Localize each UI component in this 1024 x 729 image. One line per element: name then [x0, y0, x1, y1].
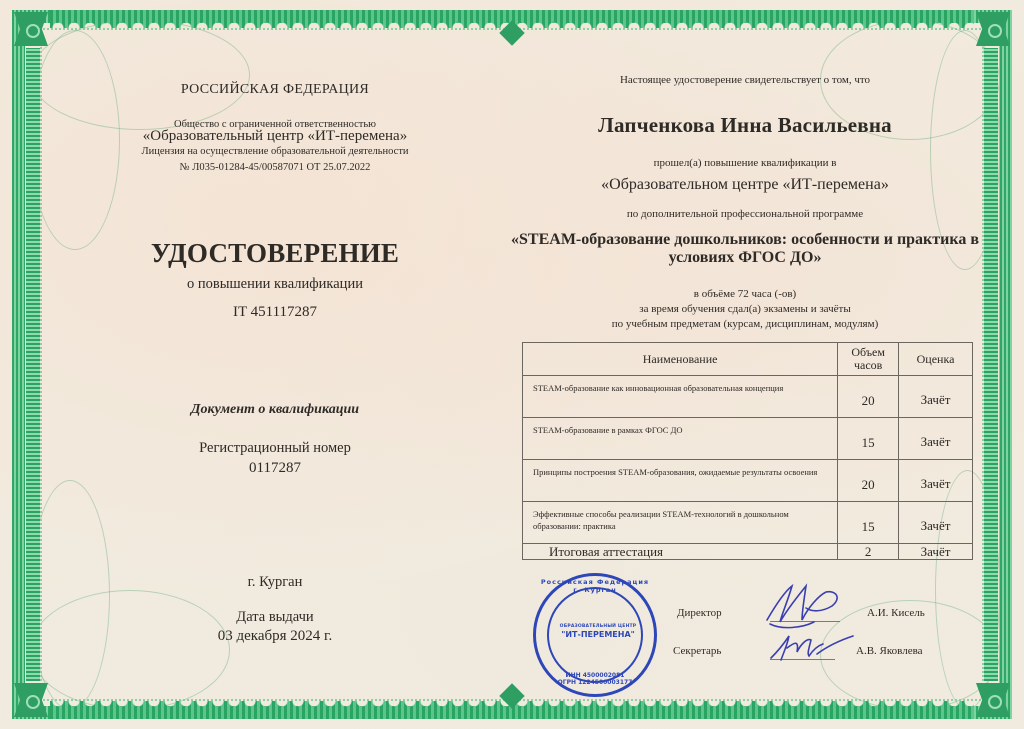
- program-title: «STEAM-образование дошкольников: особенности и практика в условиях ФГОС ДО»: [511, 231, 979, 266]
- stamp-ogrn: ОГРН 1224500003177: [557, 679, 633, 686]
- table-row: [523, 418, 973, 460]
- holder-full-name: Лапченкова Инна Васильевна: [598, 113, 892, 137]
- subject-name: STEAM-образование в рамках ФГОС ДО: [523, 418, 838, 460]
- subject-name: Эффективные способы реализации STEAM-технологий в дошкольном образовании: практика: [523, 502, 838, 544]
- column-header-grade: Оценка: [899, 343, 973, 376]
- subject-name: Принципы построения STEAM-образования, ожидаемые результаты освоения: [523, 460, 838, 502]
- left-page: [90, 0, 460, 729]
- final-attestation-grade: Зачёт: [899, 544, 973, 560]
- issue-city: г. Курган: [247, 574, 303, 590]
- subject-grade: Зачёт: [899, 460, 973, 502]
- subjects-text: по учебным предметам (курсам, дисциплинам, модулям): [611, 318, 879, 330]
- final-attestation-name: Итоговая аттестация: [523, 544, 838, 560]
- issue-date: 03 декабря 2024 г.: [217, 628, 333, 644]
- attest-text: Настоящее удостоверение свидетельствует о том, что: [619, 74, 871, 86]
- exams-text: за время обучения сдал(а) экзамены и зачёты: [639, 303, 851, 315]
- program-label: по дополнительной профессиональной программе: [626, 208, 864, 220]
- subject-hours: 20: [838, 376, 899, 418]
- stamp-outer-text: Российская Федерация г. Курган: [540, 578, 650, 594]
- license-number: № Л035-01284-45/00587071 ОТ 25.07.2022: [179, 162, 371, 173]
- grades-table: [522, 342, 973, 560]
- subject-name: STEAM-образование как инновационная образовательная концепция: [523, 376, 838, 418]
- center-name: «Образовательном центре «ИТ-перемена»: [601, 176, 889, 193]
- stamp-center-big: "ИТ-ПЕРЕМЕНА": [561, 630, 635, 639]
- stamp-center: [558, 624, 638, 639]
- program-hours: в объёме 72 часа (-ов): [693, 288, 797, 300]
- org-name: «Образовательный центр «ИТ-перемена»: [142, 128, 408, 144]
- column-header-name: Наименование: [523, 343, 838, 376]
- document-subtitle: о повышении квалификации: [187, 276, 363, 292]
- organization-stamp: [533, 573, 657, 697]
- subject-hours: 15: [838, 418, 899, 460]
- document-title: УДОСТОВЕРЕНИЕ: [150, 238, 400, 268]
- secretary-name: А.В. Яковлева: [856, 645, 923, 657]
- stamp-inn: ИНН 4500002081: [565, 672, 625, 679]
- document-kind: Документ о квалификации: [190, 402, 360, 417]
- border-band-left: [26, 48, 40, 681]
- table-row: [523, 460, 973, 502]
- org-type: Общество с ограниченной ответственностью: [173, 119, 377, 130]
- issue-date-label: Дата выдачи: [236, 609, 314, 625]
- document-serial: IT 451117287: [232, 304, 318, 320]
- column-header-hours: Объем часов: [838, 343, 899, 376]
- director-role: Директор: [677, 607, 722, 619]
- registration-number: 0117287: [249, 460, 301, 476]
- subject-grade: Зачёт: [899, 376, 973, 418]
- director-signature-icon: [762, 578, 847, 634]
- secretary-role: Секретарь: [673, 645, 722, 657]
- stamp-center-small: ОБРАЗОВАТЕЛЬНЫЙ ЦЕНТР: [559, 624, 637, 629]
- subject-hours: 15: [838, 502, 899, 544]
- table-header-row: [523, 343, 973, 376]
- table-row: [523, 502, 973, 544]
- final-attestation-row: [523, 544, 973, 560]
- subject-grade: Зачёт: [899, 502, 973, 544]
- table-row: [523, 376, 973, 418]
- border-band-right: [984, 48, 998, 681]
- subject-hours: 20: [838, 460, 899, 502]
- secretary-signature-icon: [765, 630, 860, 664]
- final-attestation-hours: 2: [838, 544, 899, 560]
- country-heading: РОССИЙСКАЯ ФЕДЕРАЦИЯ: [180, 82, 370, 97]
- registration-label: Регистрационный номер: [199, 440, 351, 456]
- subject-grade: Зачёт: [899, 418, 973, 460]
- stamp-registration: [536, 672, 654, 686]
- license-text: Лицензия на осуществление образовательной деятельности: [141, 146, 409, 157]
- passed-text: прошел(а) повышение квалификации в: [653, 157, 837, 169]
- director-name: А.И. Кисель: [867, 607, 925, 619]
